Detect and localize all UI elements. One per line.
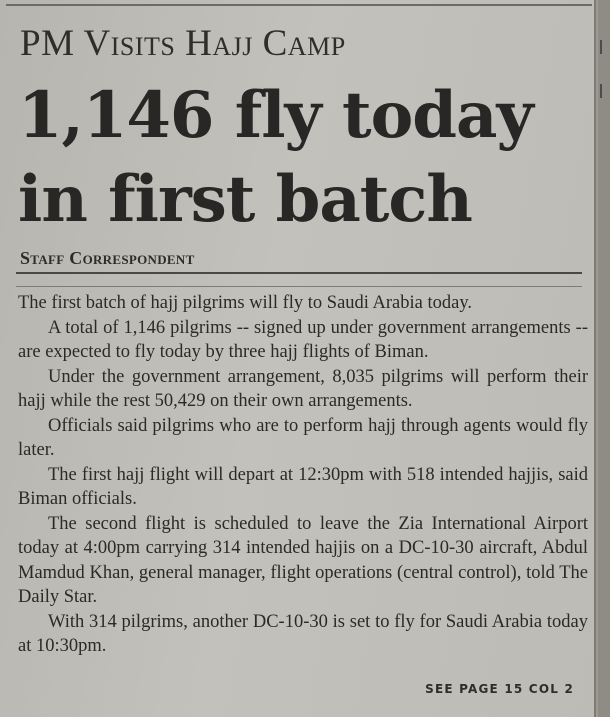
headline-line: in first batch xyxy=(18,162,472,237)
kicker: PM Visits Hajj Camp xyxy=(20,23,346,64)
top-border xyxy=(6,4,592,6)
headline xyxy=(18,74,593,242)
paragraph: The second flight is scheduled to leave the Zia International Airport today at 4:00pm carrying 314 intended hajjis on a DC-10-30 aircraft, Abdul Mamdud Khan, general manager, flight operations (central control), told The Daily Star. xyxy=(18,513,588,607)
paragraph: A total of 1,146 pilgrims -- signed up under government arrangements -- are expected to fly today by three hajj flights of Biman. xyxy=(18,317,588,362)
story-rule xyxy=(16,286,582,287)
paragraph: The first hajj flight will depart at 12:30pm with 518 intended hajjis, said Biman officials. xyxy=(18,464,588,509)
paragraph: Under the government arrangement, 8,035 pilgrims will perform their hajj while the rest 50,429 on their own arrangements. xyxy=(18,366,588,411)
edge-mark xyxy=(600,84,610,98)
adjacent-page-edge xyxy=(598,0,610,717)
story-body xyxy=(18,291,588,659)
byline-rule xyxy=(16,272,582,274)
byline: Staff Correspondent xyxy=(20,248,195,268)
edge-mark xyxy=(600,40,610,54)
paragraph: The first batch of hajj pilgrims will fly to Saudi Arabia today. xyxy=(18,293,473,313)
paragraph: Officials said pilgrims who are to perform hajj through agents would fly later. xyxy=(18,415,588,460)
continuation-note: SEE PAGE 15 COL 2 xyxy=(425,682,574,696)
headline-line: 1,146 fly today xyxy=(18,78,533,153)
paragraph: With 314 pilgrims, another DC-10-30 is set to fly for Saudi Arabia today at 10:30pm. xyxy=(18,611,588,656)
